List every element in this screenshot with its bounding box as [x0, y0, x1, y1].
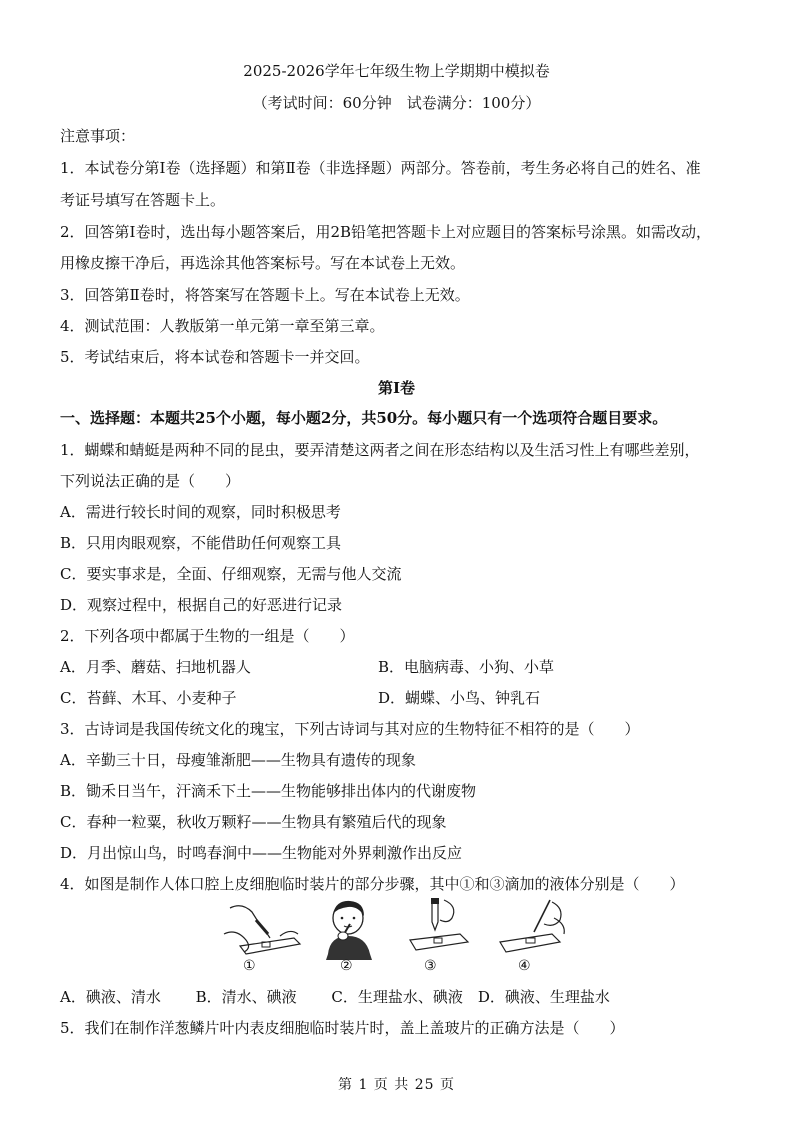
option-c: C．苔藓、木耳、小麦种子 — [60, 689, 237, 707]
step-label: ③ — [424, 958, 437, 974]
notice-line: 1．本试卷分第Ⅰ卷（选择题）和第Ⅱ卷（非选择题）两部分。答卷前，考生务必将自己的姓名、准 — [60, 159, 701, 177]
dropper-adding-liquid-illustration — [404, 898, 474, 976]
option-a: A．月季、蘑菇、扫地机器人 — [60, 658, 251, 676]
exam-title: 2025-2026学年七年级生物上学期期中模拟卷 — [243, 62, 550, 80]
notice-heading: 注意事项： — [60, 127, 136, 145]
option-c: C．春种一粒粟，秋收万颗籽——生物具有繁殖后代的现象 — [60, 813, 447, 831]
option-c: C．要实事求是，全面、仔细观察，无需与他人交流 — [60, 565, 402, 583]
notice-line: 5．考试结束后，将本试卷和答题卡一并交回。 — [60, 348, 370, 366]
question-stem: 1．蝴蝶和蜻蜓是两种不同的昆虫，要弄清楚这两者之间在形态结构以及生活习性上有哪些差别， — [60, 441, 700, 459]
notice-line: 用橡皮擦干净后，再选涂其他答案标号。写在本试卷上无效。 — [60, 254, 466, 272]
question-stem: 5．我们在制作洋葱鳞片叶内表皮细胞临时装片时，盖上盖玻片的正确方法是（ ） — [60, 1019, 625, 1037]
option-d: D．蝴蝶、小鸟、钟乳石 — [378, 689, 541, 707]
notice-line: 2．回答第Ⅰ卷时，选出每小题答案后，用2B铅笔把答题卡上对应题目的答案标号涂黑。如需改动， — [60, 223, 712, 241]
question-stem: 4．如图是制作人体口腔上皮细胞临时装片的部分步骤，其中①和③滴加的液体分别是（ ） — [60, 875, 685, 893]
option-b: B．电脑病毒、小狗、小草 — [378, 658, 555, 676]
question-stem: 下列说法正确的是（ ） — [60, 472, 241, 490]
option-b: B．锄禾日当午，汗滴禾下土——生物能够排出体内的代谢废物 — [60, 782, 477, 800]
exam-subtitle: （考试时间：60分钟 试卷满分：100分） — [252, 94, 541, 112]
option-b: B．只用肉眼观察，不能借助任何观察工具 — [60, 534, 342, 552]
slide-preparation-figure — [222, 898, 572, 976]
option-a: A．辛勤三十日，母瘦雏渐肥——生物具有遗传的现象 — [60, 751, 416, 769]
step-label: ② — [340, 958, 353, 974]
option-row: A．碘液、清水 B．清水、碘液 C．生理盐水、碘液 D．碘液、生理盐水 — [60, 988, 610, 1006]
step-label: ① — [243, 958, 256, 974]
volume-heading: 第Ⅰ卷 — [377, 379, 416, 397]
option-a: A．需进行较长时间的观察，同时积极思考 — [60, 503, 341, 521]
notice-line: 4．测试范围：人教版第一单元第一章至第三章。 — [60, 317, 385, 335]
step-label: ④ — [518, 958, 531, 974]
page-number: 第 1 页 共 25 页 — [338, 1077, 455, 1093]
notice-line: 3．回答第Ⅱ卷时，将答案写在答题卡上。写在本试卷上无效。 — [60, 286, 470, 304]
section-heading: 一、选择题：本题共25个小题，每小题2分，共50分。每小题只有一个选项符合题目要求。 — [60, 409, 668, 427]
tool-on-slide-illustration — [494, 898, 572, 976]
option-d: D．月出惊山鸟，时鸣春涧中——生物能对外界刺激作出反应 — [60, 844, 463, 862]
question-stem: 2．下列各项中都属于生物的一组是（ ） — [60, 627, 355, 645]
option-d: D．观察过程中，根据自己的好恶进行记录 — [60, 596, 343, 614]
question-stem: 3．古诗词是我国传统文化的瑰宝，下列古诗词与其对应的生物特征不相符的是（ ） — [60, 720, 640, 738]
dropper-on-slide-illustration — [222, 898, 302, 976]
notice-line: 考证号填写在答题卡上。 — [60, 191, 226, 209]
